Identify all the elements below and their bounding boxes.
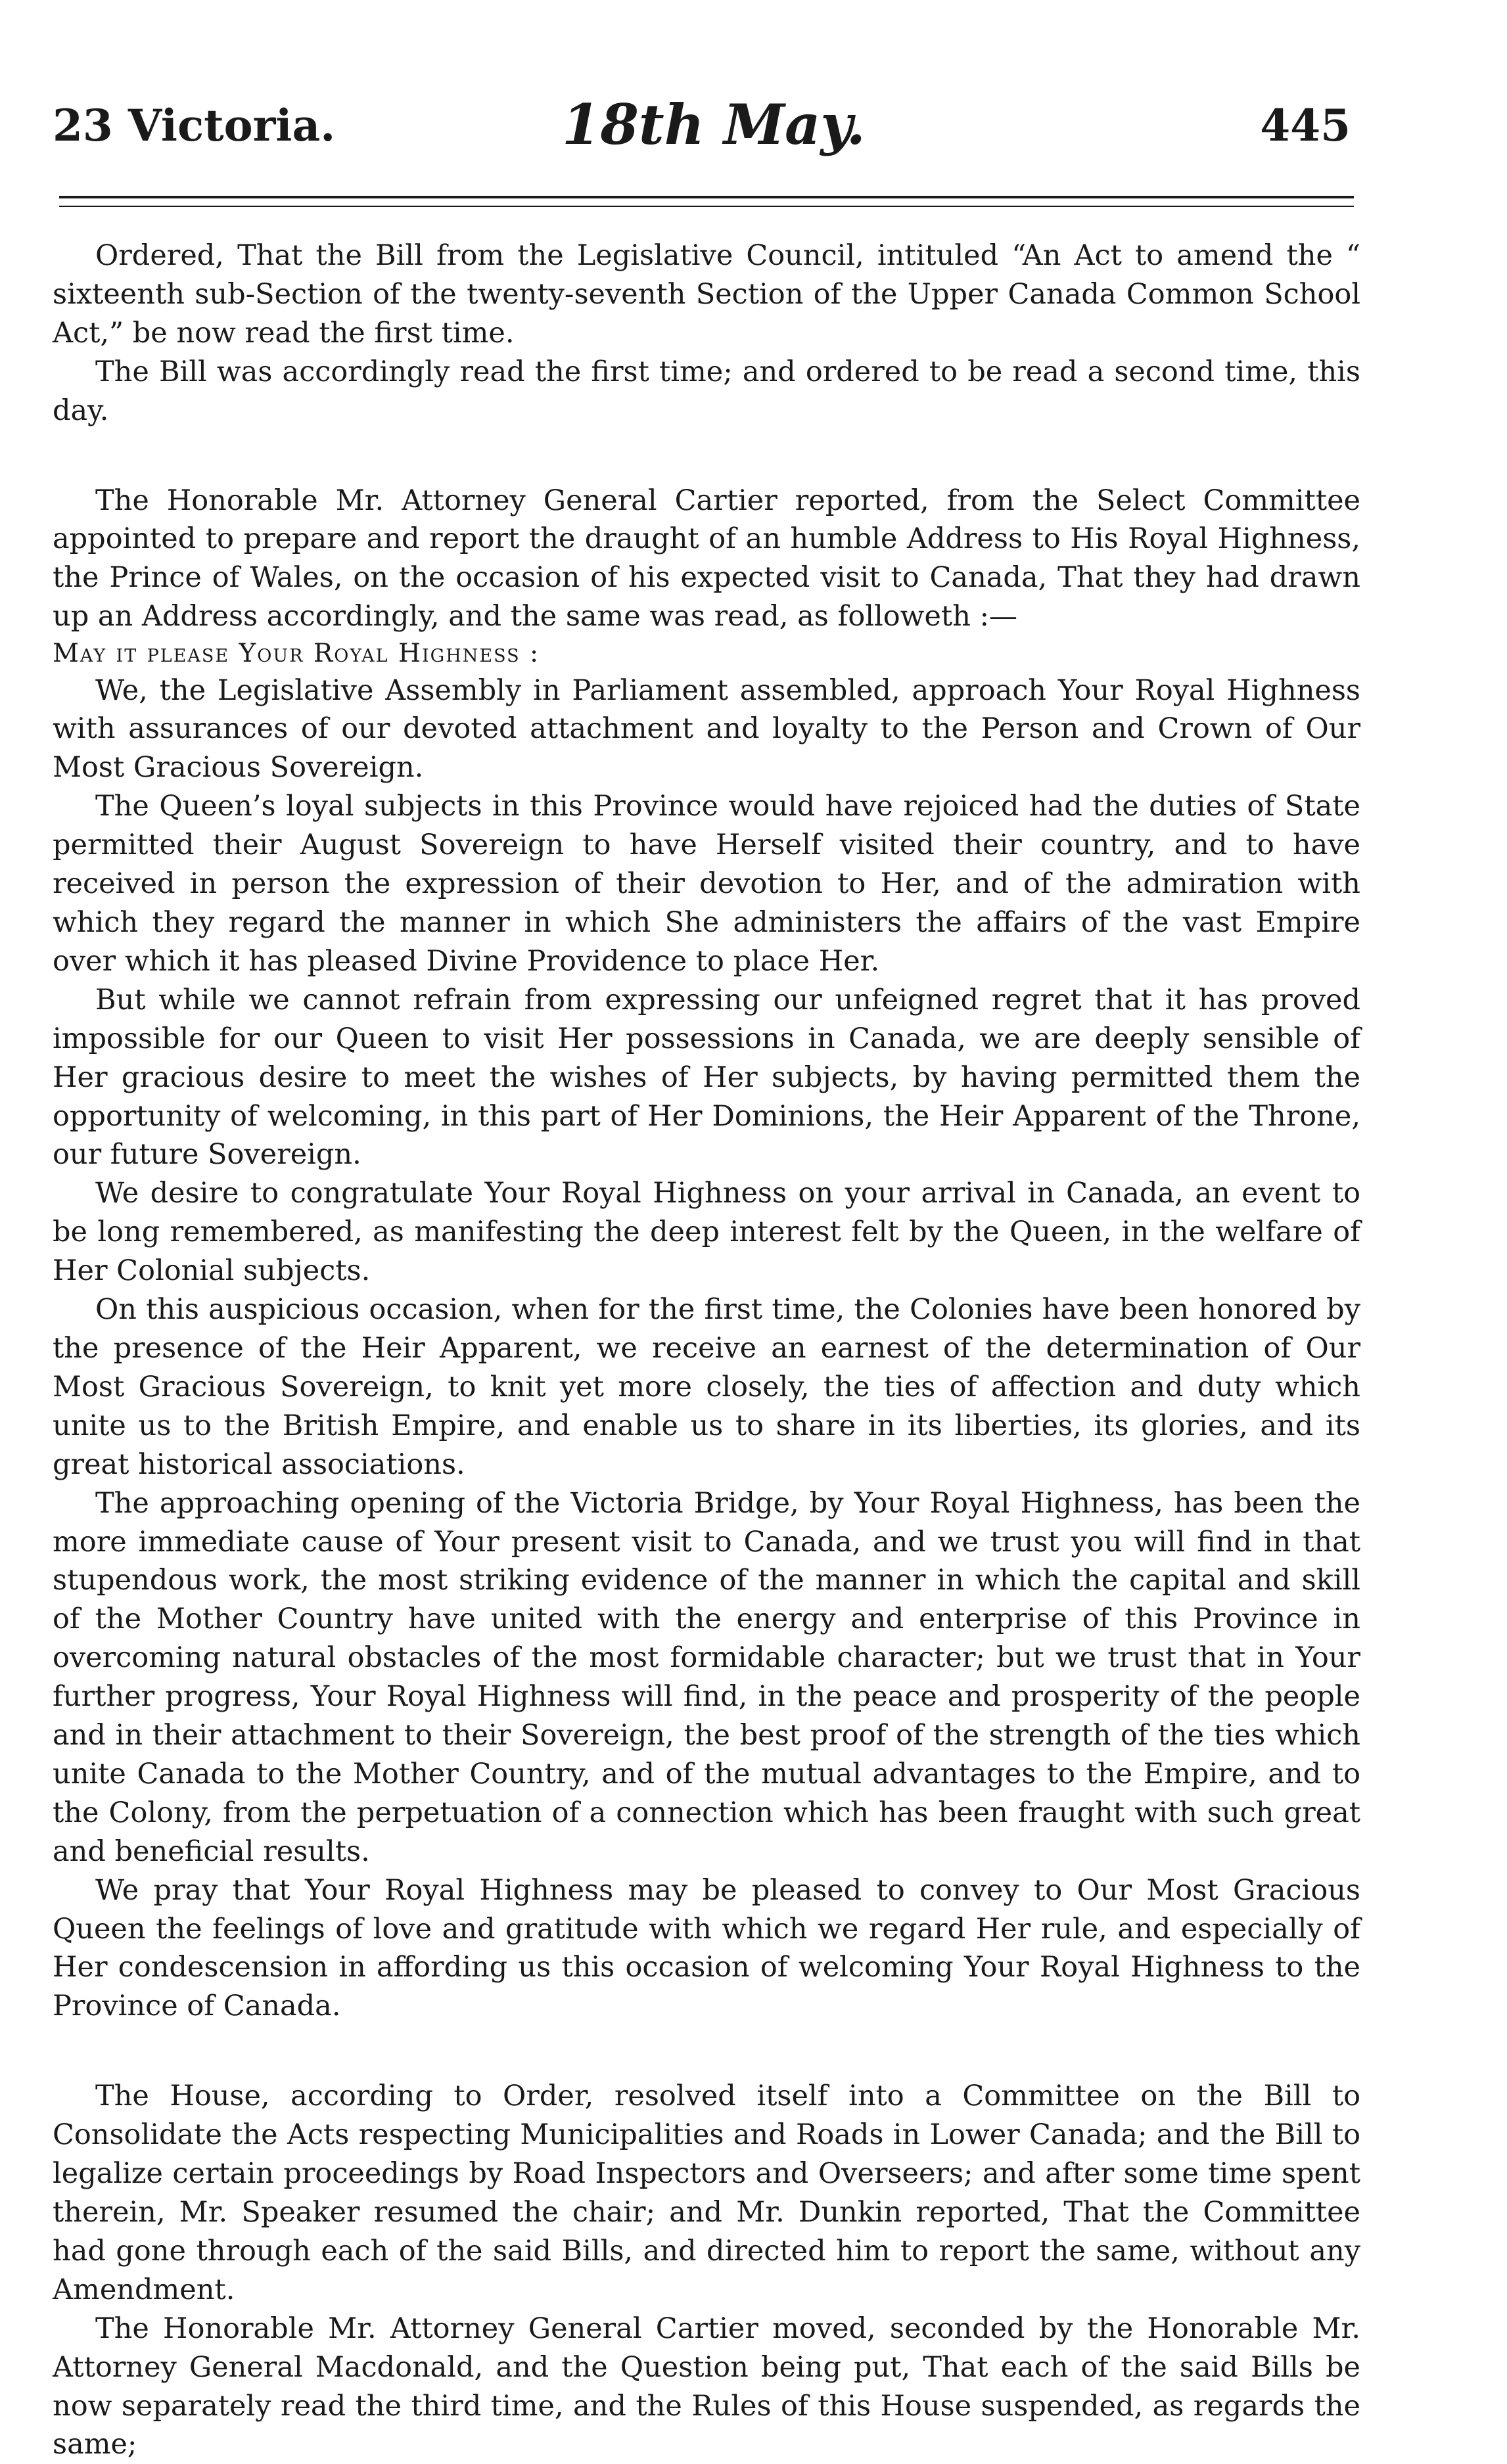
address-to-prince — [53, 636, 1360, 2026]
address-paragraph: But while we cannot refrain from expressing our unfeigned regret that it has proved impossible for our Queen to visit Her possessions in Canada, we are deeply sensible of Her gracious desire to meet the wishes of Her subjects, by having permitted them the opportunity of welcoming, in this part of Her Dominions, the Heir Apparent of the Throne, our future Sovereign. — [53, 983, 1360, 1172]
header-rule-thin — [59, 206, 1354, 207]
address-paragraph: The Queen’s loyal subjects in this Province would have rejoiced had the duties of State permitted their August Sovereign to have Herself visited their country, and to have received in person the expression of their devotion to Her, and of the admiration with which they regard the manner in which She administers the affairs of the vast Empire over which it has pleased Divine Providence to place Her. — [53, 790, 1360, 978]
address-paragraph: We pray that Your Royal Highness may be pleased to convey to Our Most Gracious Queen the feelings of love and gratitude with which we regard Her rule, and especially of Her condescension in affording us this occasion of welcoming Your Royal Highness to the Province of Canada. — [53, 1873, 1360, 2023]
address-paragraph: We, the Legislative Assembly in Parliament assembled, approach Your Royal Highness with assurances of our devoted attachment and loyalty to the Person and Crown of Our Most Gracious Sovereign. — [53, 673, 1360, 785]
body-text — [53, 237, 1360, 2464]
running-head — [53, 92, 1351, 164]
first-reading-paragraph: The Bill was accordingly read the first time; and ordered to be read a second time, this day. — [53, 355, 1360, 427]
address-paragraph: On this auspicious occasion, when for the first time, the Colonies have been honored by the presence of the Heir Apparent, we receive an earnest of the determination of Our Most Gracious Sovereign, to knit yet more closely, the ties of affection and duty which unite us to the British Empire, and enable us to share in its liberties, its glories, and its great historical associations. — [53, 1293, 1360, 1481]
header-rule-thick — [59, 196, 1354, 198]
ordered-paragraph: Ordered, That the Bill from the Legislative Council, intituled “An Act to amend the “ sixteenth sub-Section of the twenty-seventh Section of the Upper Canada Common School Act,” be now read the first time. — [53, 239, 1360, 350]
address-paragraph: The approaching opening of the Victoria Bridge, by Your Royal Highness, has been the more immediate cause of Your present visit to Canada, and we trust you will find in that stupendous work, the most striking evidence of the manner in which the capital and skill of the Mother Country have united with the energy and enterprise of this Province in overcoming natural obstacles of the most formidable character; but we trust that in Your further progress, Your Royal Highness will find, in the peace and prosperity of the people and in their attachment to their Sovereign, the best proof of the strength of the ties which unite Canada to the Mother Country, and of the mutual advantages to the Empire, and to the Colony, from the perpetuation of a connection which has been fraught with such great and beneficial results. — [53, 1486, 1360, 1868]
page-date: 18th May. — [562, 92, 866, 157]
committee-report-paragraph: The Honorable Mr. Attorney General Cartier reported, from the Select Committee appointed to prepare and report the draught of an humble Address to His Royal Highness, the Prince of Wales, on the occasion of his expected visit to Canada, That they had drawn up an Address accordingly, and the same was read, as followeth :— — [53, 484, 1360, 633]
address-paragraph: We desire to congratulate Your Royal Highness on your arrival in Canada, an event to be long remembered, as manifesting the deep interest felt by the Queen, in the welfare of Her Colonial subjects. — [53, 1177, 1360, 1288]
motion-paragraph: The Honorable Mr. Attorney General Cartier moved, seconded by the Honorable Mr. Attorney General Macdonald, and the Question being put, That each of the said Bills be now separately read the third time, and the Rules of this House suspended, as regards the same; — [53, 2312, 1360, 2461]
committee-of-whole-paragraph: The House, according to Order, resolved itself into a Committee on the Bill to Consolidate the Acts respecting Municipalities and Roads in Lower Canada; and the Bill to legalize certain proceedings by Road Inspectors and Overseers; and after some time spent therein, Mr. Speaker resumed the chair; and Mr. Dunkin reported, That the Committee had gone through each of the said Bills, and directed him to report the same, without any Amendment. — [53, 2080, 1360, 2306]
regnal-year: 23 Victoria. — [53, 100, 336, 151]
page-number: 445 — [1260, 100, 1351, 151]
address-salutation: May it please Your Royal Highness : — [53, 639, 540, 669]
